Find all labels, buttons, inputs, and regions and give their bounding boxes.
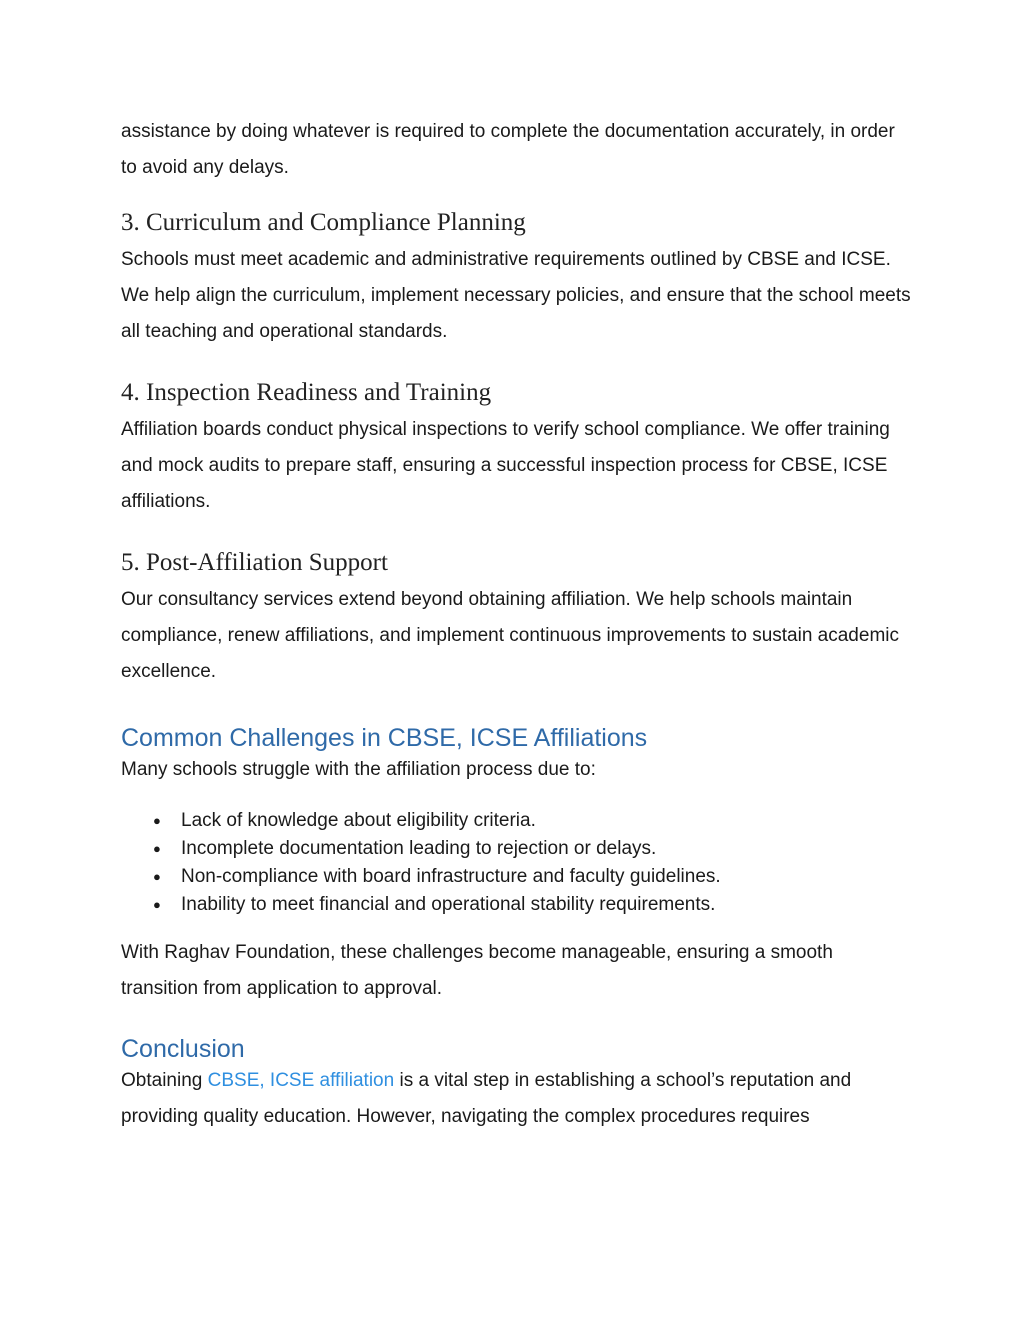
section-4-heading: 4. Inspection Readiness and Training [121, 379, 492, 406]
list-item-text: Inability to meet financial and operational stability requirements. [181, 894, 716, 915]
list-item [153, 891, 911, 919]
conclusion-heading: Conclusion [121, 1035, 245, 1063]
challenges-intro: Many schools struggle with the affiliation process due to: [121, 759, 596, 780]
section-5-heading: 5. Post-Affiliation Support [121, 549, 388, 576]
intro-paragraph: assistance by doing whatever is required to complete the documentation accurately, in order to avoid any delays. [121, 121, 895, 178]
list-item-text: Non-compliance with board infrastructure and faculty guidelines. [181, 866, 721, 887]
bullet-icon: ● [153, 841, 161, 856]
section-4-body: Affiliation boards conduct physical inspections to verify school compliance. We offer training and mock audits to prepare staff, ensuring a successful inspection process for CBSE, ICSE affiliations. [121, 419, 890, 512]
section-5-body: Our consultancy services extend beyond obtaining affiliation. We help schools maintain compliance, renew affiliations, and implement continuous improvements to sustain academic excellence. [121, 589, 899, 682]
conclusion-text-after: is a vital step in establishing a school’s reputation and providing quality education. However, navigating the complex procedures requires [121, 1070, 852, 1127]
document-page [121, 114, 911, 1135]
challenges-list [121, 807, 911, 919]
challenges-heading: Common Challenges in CBSE, ICSE Affiliations [121, 724, 648, 752]
list-item [153, 807, 911, 835]
bullet-icon: ● [153, 897, 161, 912]
conclusion-text-before: Obtaining [121, 1070, 208, 1091]
list-item [153, 863, 911, 891]
section-3-heading: 3. Curriculum and Compliance Planning [121, 209, 526, 236]
list-item-text: Lack of knowledge about eligibility criteria. [181, 810, 536, 831]
bullet-icon: ● [153, 813, 161, 828]
section-3-body: Schools must meet academic and administrative requirements outlined by CBSE and ICSE. We help align the curriculum, implement necessary policies, and ensure that the school meets all teaching and operational standards. [121, 249, 911, 342]
conclusion-paragraph [121, 1063, 911, 1135]
list-item [153, 835, 911, 863]
cbse-icse-affiliation-link[interactable]: CBSE, ICSE affiliation [207, 1070, 395, 1091]
bullet-icon: ● [153, 869, 161, 884]
challenges-closing: With Raghav Foundation, these challenges become manageable, ensuring a smooth transition from application to approval. [121, 942, 833, 999]
list-item-text: Incomplete documentation leading to rejection or delays. [181, 838, 657, 859]
